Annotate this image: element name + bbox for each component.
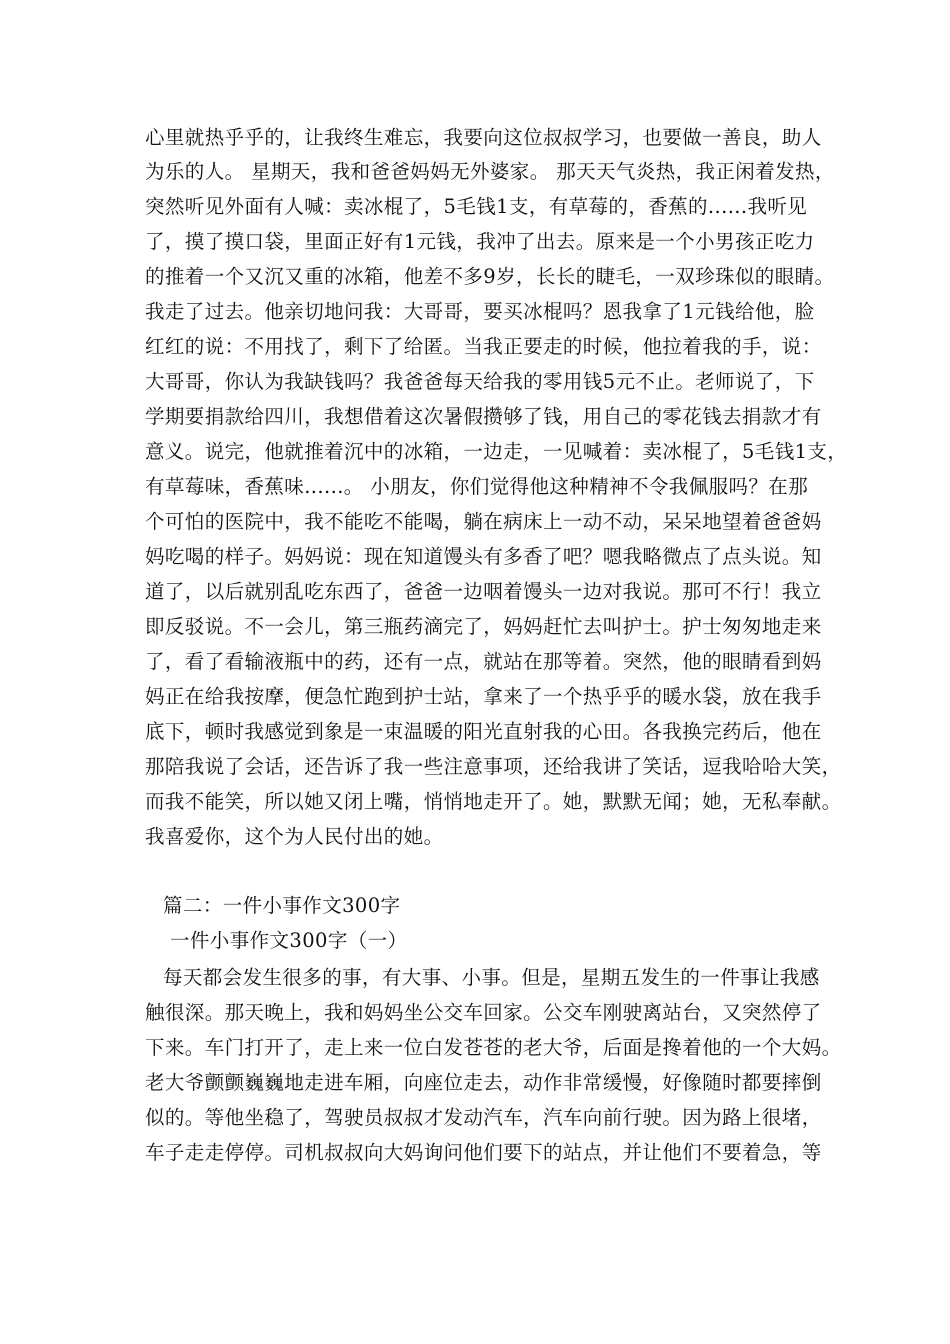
text-line: 心里就热乎乎的，让我终生难忘，我要向这位叔叔学习，也要做一善良，助人 xyxy=(145,126,822,149)
text-line: 我走了过去。他亲切地问我：大哥哥，要买冰棍吗？恩我拿了1元钱给他，脸 xyxy=(145,300,815,323)
section-heading: 篇二：一件小事作文300字 xyxy=(163,894,401,917)
text-line: 为乐的人。 星期天，我和爸爸妈妈无外婆家。 那天天气炎热，我正闲着发热， xyxy=(145,160,835,183)
essay-title: 一件小事作文300字（一） xyxy=(170,929,408,952)
text-line: 红红的说：不用找了，剩下了给匿。当我正要走的时候，他拉着我的手，说： xyxy=(145,335,822,358)
text-line: 的推着一个又沉又重的冰箱，他差不多9岁，长长的睫毛，一双珍珠似的眼睛。 xyxy=(145,265,835,288)
text-line: 车子走走停停。司机叔叔向大妈询问他们要下的站点，并让他们不要着急，等 xyxy=(145,1141,822,1164)
text-line: 下来。车门打开了，走上来一位白发苍苍的老大爷，后面是搀着他的一个大妈。 xyxy=(145,1036,842,1059)
text-line: 而我不能笑，所以她又闭上嘴，悄悄地走开了。她，默默无闻；她，无私奉献。 xyxy=(145,790,842,813)
text-line: 有草莓味，香蕉味......。 小朋友，你们觉得他这种精神不令我佩服吗？在那 xyxy=(145,475,809,498)
text-line: 学期要捐款给四川，我想借着这次暑假攒够了钱，用自己的零花钱去捐款才有 xyxy=(145,405,822,428)
text-line: 个可怕的医院中，我不能吃不能喝，躺在病床上一动不动，呆呆地望着爸爸妈 xyxy=(145,510,822,533)
text-line: 妈吃喝的样子。妈妈说：现在知道馒头有多香了吧？嗯我略微点了点头说。知 xyxy=(145,545,822,568)
text-line: 了，看了看输液瓶中的药，还有一点，就站在那等着。突然，他的眼睛看到妈 xyxy=(145,650,822,673)
text-line: 突然听见外面有人喊：卖冰棍了，5毛钱1支，有草莓的，香蕉的......我听见 xyxy=(145,195,808,218)
text-line: 似的。等他坐稳了，驾驶员叔叔才发动汽车，汽车向前行驶。因为路上很堵， xyxy=(145,1106,822,1129)
text-line: 大哥哥，你认为我缺钱吗？我爸爸每天给我的零用钱5元不止。老师说了，下 xyxy=(145,370,815,393)
text-line: 道了，以后就别乱吃东西了，爸爸一边咽着馒头一边对我说。那可不行！我立 xyxy=(145,580,822,603)
text-line: 每天都会发生很多的事，有大事、小事。但是，星期五发生的一件事让我感 xyxy=(163,966,820,989)
text-line: 了，摸了摸口袋，里面正好有1元钱，我冲了出去。原来是一个小男孩正吃力 xyxy=(145,230,815,253)
text-line: 我喜爱你，这个为人民付出的她。 xyxy=(145,825,444,848)
text-line: 妈正在给我按摩，便急忙跑到护士站，拿来了一个热乎乎的暖水袋，放在我手 xyxy=(145,685,822,708)
text-line: 底下，顿时我感觉到象是一束温暖的阳光直射我的心田。各我换完药后，他在 xyxy=(145,720,822,743)
text-line: 意义。说完，他就推着沉中的冰箱，一边走，一见喊着：卖冰棍了，5毛钱1支， xyxy=(145,440,848,463)
text-line: 那陪我说了会话，还告诉了我一些注意事项，还给我讲了笑话，逗我哈哈大笑， xyxy=(145,755,842,778)
text-line: 老大爷颤颤巍巍地走进车厢，向座位走去，动作非常缓慢，好像随时都要摔倒 xyxy=(145,1071,822,1094)
text-line: 即反驳说。不一会儿，第三瓶药滴完了，妈妈赶忙去叫护士。护士匆匆地走来 xyxy=(145,615,822,638)
text-line: 触很深。那天晚上，我和妈妈坐公交车回家。公交车刚驶离站台，又突然停了 xyxy=(145,1001,822,1024)
